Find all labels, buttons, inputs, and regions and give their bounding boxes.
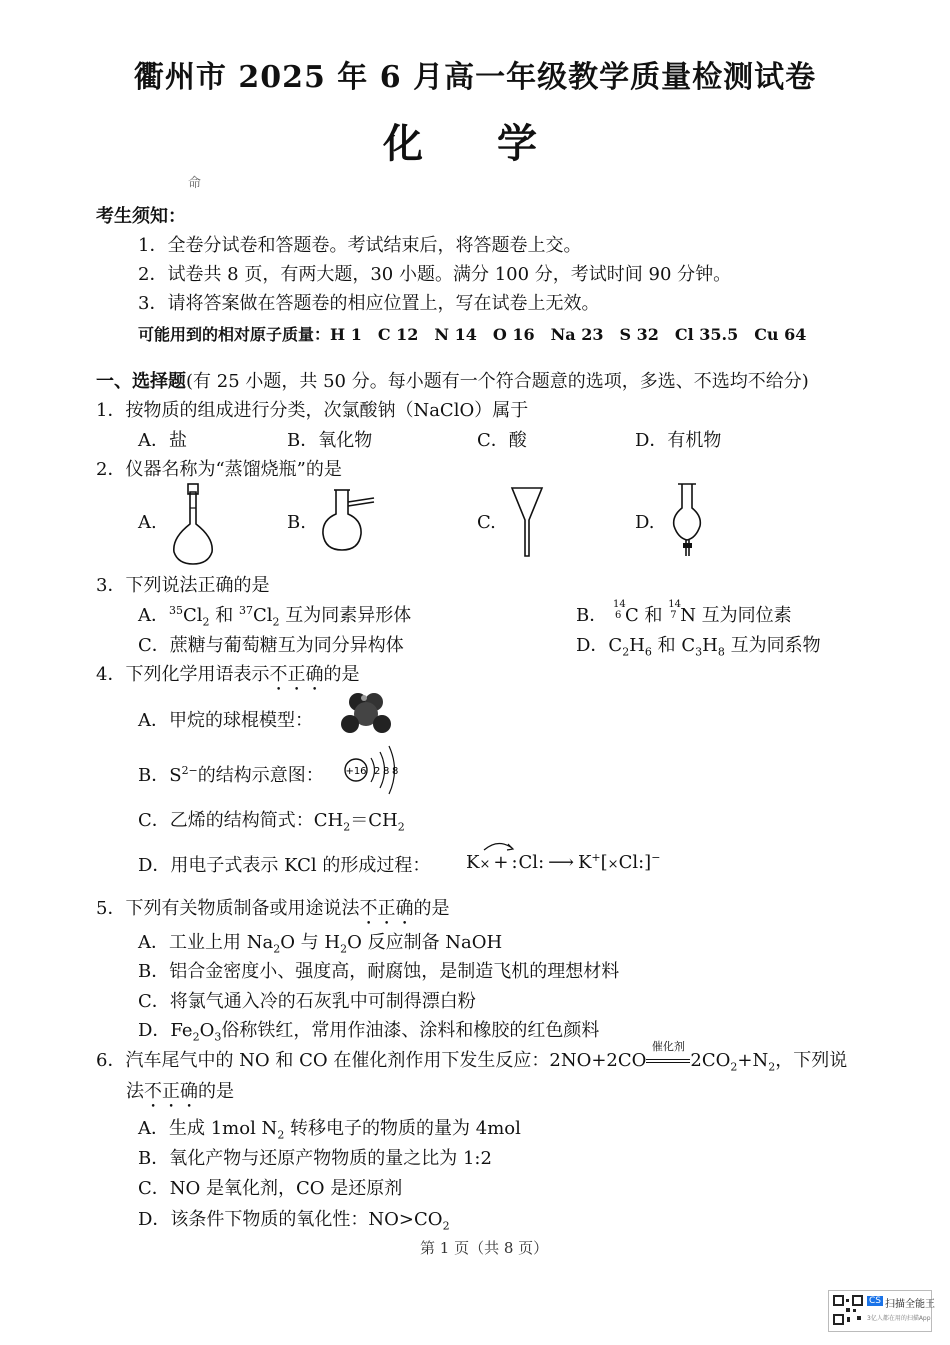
q6-option-b: B．氧化产物与还原产物物质的量之比为 1:2: [138, 1148, 492, 1169]
electron-transfer-arrow: [478, 838, 518, 852]
q6-stem-line2: 法不正确的是: [126, 1081, 234, 1102]
q2-option-b: B.: [287, 512, 306, 533]
q2-stem: 2．仪器名称为“蒸馏烧瓶”的是: [96, 459, 342, 480]
q2-option-a: A.: [138, 512, 157, 533]
notice-item-3: 3．请将答案做在答题卷的相应位置上，写在试卷上无效。: [138, 293, 600, 314]
kcl-electron-formula: K× + :Cl: ⟶ K+[×Cl:]−: [466, 851, 661, 873]
q3-option-c: C．蔗糖与葡萄糖互为同分异构体: [138, 635, 404, 656]
q4-stem: 4．下列化学用语表示不正确的是: [96, 664, 360, 685]
page-number: 第 1 页（共 8 页）: [420, 1239, 549, 1257]
q6-option-a: A．生成 1mol $N_2$ 转移电子的物质的量为 4mol: [138, 1118, 521, 1142]
scanner-logo: CS: [869, 1296, 881, 1306]
q1-option-a: A．盐: [138, 430, 187, 451]
q3-option-d: D．$C_2H_6$ 和 $C_3H_8$ 互为同系物: [576, 635, 821, 659]
separatory-funnel-figure: [670, 480, 704, 562]
section-heading: [96, 367, 809, 393]
sulfide-ion-structure-diagram: [342, 740, 404, 800]
q4-option-b: B．$S^{2-}$的结构示意图：: [138, 764, 324, 786]
distillation-flask-figure: [318, 486, 378, 554]
section-desc: (有 25 小题，共 50 分。每小题有一个符合题意的选项，多选、不选均不给分): [186, 371, 809, 392]
q5-option-b: B．铝合金密度小、强度高，耐腐蚀，是制造飞机的理想材料: [138, 961, 620, 982]
q6-stem-line1: 6．汽车尾气中的 NO 和 CO 在催化剂作用下发生反应：2NO+2CO 催化剂 $2CO_2+N_2$，下列说: [96, 1040, 848, 1074]
methane-ball-stick-model: [336, 688, 396, 738]
svg-text:8: 8: [392, 766, 399, 777]
q6-option-c: C．NO 是氧化剂，CO 是还原剂: [138, 1178, 403, 1199]
notice-item-2: 2．试卷共 8 页，有两大题，30 小题。满分 100 分，考试时间 90 分钟。: [138, 264, 732, 285]
qr-code-icon: [833, 1295, 863, 1325]
scanner-subtitle: 3亿人都在用的扫描App: [867, 1315, 931, 1322]
scanner-watermark: [828, 1290, 935, 1332]
q4-option-c: C．乙烯的结构简式：$CH_2=CH_2$: [138, 810, 405, 834]
atomic-masses: 可能用到的相对原子质量：H 1 C 12 N 14 O 16 Na 23 S 32 Cl 35.5 Cu 64: [138, 325, 807, 344]
q3-stem: 3．下列说法正确的是: [96, 575, 270, 596]
scanner-name: 扫描全能王: [885, 1299, 935, 1310]
q3-option-a: A．$^{35}Cl_2$ 和 $^{37}Cl_2$ 互为同素异形体: [138, 604, 412, 629]
q5-option-a: A．工业上用 $Na_2O$ 与 $H_2O$ 反应制备 NaOH: [138, 932, 503, 956]
subject-title: 化 学: [383, 120, 567, 167]
q4-option-a: A．甲烷的球棍模型：: [138, 710, 313, 731]
exam-title: 衢州市 2025 年 6 月高一年级教学质量检测试卷: [133, 60, 817, 95]
q4-option-d: D．用电子式表示 KCl 的形成过程：: [138, 855, 431, 876]
notice-heading: 考生须知：: [96, 206, 186, 227]
svg-text:8: 8: [383, 766, 390, 777]
notice-item-1: 1．全卷分试卷和答题卷。考试结束后，将答题卷上交。: [138, 235, 582, 256]
section-label: 一、选择题: [96, 371, 186, 392]
faded-line: 命: [188, 176, 202, 191]
q5-option-c: C．将氯气通入冷的石灰乳中可制得漂白粉: [138, 991, 476, 1012]
svg-text:+16: +16: [345, 766, 367, 777]
q1-option-c: C．酸: [477, 430, 527, 451]
q1-stem: 1．按物质的组成进行分类，次氯酸钠（NaClO）属于: [96, 400, 529, 421]
funnel-figure: [510, 484, 544, 560]
q2-option-d: D.: [635, 512, 655, 533]
q5-option-d: D．$Fe_2O_3$俗称铁红，常用作油漆、涂料和橡胶的红色颜料: [138, 1020, 600, 1044]
q3-option-b: B． 14 6 C 和 14 7 N 互为同位素: [576, 599, 792, 626]
q2-option-c: C.: [477, 512, 496, 533]
q6-option-d: D．该条件下物质的氧化性：$NO>CO_2$: [138, 1209, 450, 1233]
q1-option-d: D．有机物: [635, 430, 722, 451]
svg-text:2: 2: [374, 766, 381, 777]
q5-stem: 5．下列有关物质制备或用途说法不正确的是: [96, 898, 450, 919]
q1-option-b: B．氧化物: [287, 430, 373, 451]
volumetric-flask-figure: [168, 478, 218, 566]
